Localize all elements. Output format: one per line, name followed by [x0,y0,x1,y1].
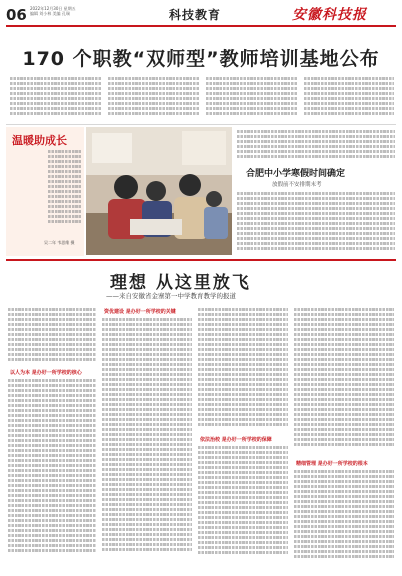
page-number: 06 [6,6,27,24]
newspaper-logo: 安徽科技报 [292,7,367,23]
top-headline: 170 个职教“双师型”教师培训基地公布 [22,48,380,70]
right-article-body [237,190,395,256]
bottom-article-title: 理想 从这里放飞 [110,273,251,293]
bottom-col-3a [198,306,288,434]
right-article-subtitle: 放假前不安排期末考 [272,182,322,188]
feature-text [48,148,82,226]
masthead-rule [6,25,396,27]
masthead [6,4,396,24]
section-rule [6,259,396,261]
bottom-col-1b [8,377,96,563]
bottom-col-4a [294,306,394,458]
section-title: 科技教育 [169,8,222,22]
subhead-1: 以人为本 是办好一所学校的核心 [10,370,82,376]
bottom-article-subtitle: ——来自安徽省金寨第一中学教育教学的报道 [106,292,236,300]
feature-caption: 温暖助成长 [12,134,67,147]
issue-meta [30,6,90,16]
top-article-col-2 [108,75,200,119]
right-article-title: 合肥中小学寒假时间确定 [246,169,346,179]
bottom-col-4b [294,468,394,564]
bottom-col-1a [8,306,96,368]
bottom-col-2 [102,316,192,564]
top-article-col-3 [206,75,298,119]
top-article-col-1 [10,75,102,119]
subhead-2: 资优建设 是办好一所学校的关键 [104,309,176,315]
bottom-col-3b [198,444,288,564]
issue-date: 2022年12月30日 星期五 [30,6,76,11]
subhead-3: 依法治校 是办好一所学校的保障 [200,437,272,443]
subhead-4: 精细管理 是办好一所学校的根本 [296,461,368,467]
right-col-top [237,128,395,162]
photo-credit: 吴二年 韦思维 摄 [44,240,75,245]
editors: 编辑 刘小林 美编 孔瑞 [30,11,70,16]
divider [6,124,396,125]
top-article-col-4 [304,75,394,119]
feature-photo [86,127,232,255]
